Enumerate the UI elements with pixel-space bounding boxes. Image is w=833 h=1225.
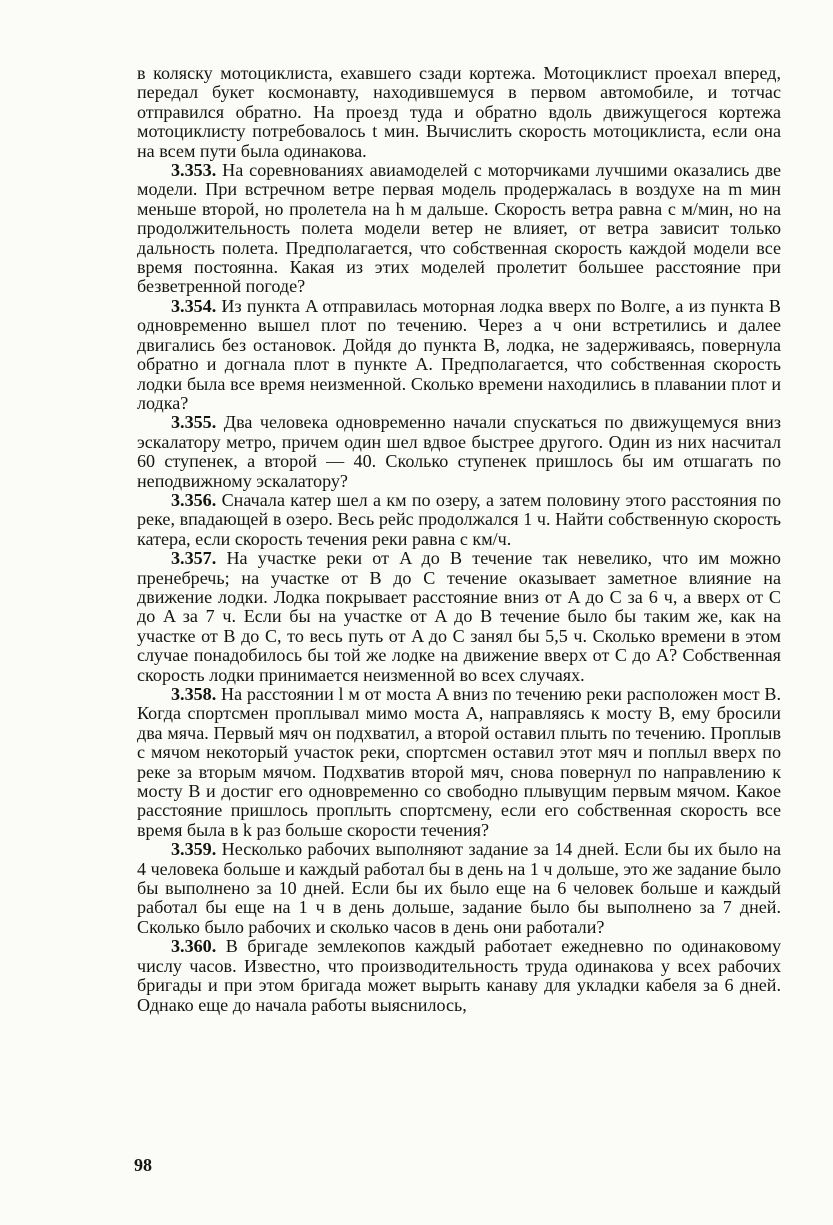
page-text <box>137 64 781 1015</box>
problem-3-353 <box>137 161 781 297</box>
problem-number: 3.356. <box>171 489 217 510</box>
problem-3-359 <box>137 840 781 937</box>
problem-text: Несколько рабочих выполняют задание за 14 дней. Если бы их было на 4 человека больше и каждый работал бы в день на 1 ч дольше, это же задание было бы выполнено за 10 дней. Если бы их было еще на 6 человек больше и каждый работал бы еще на 1 ч в день дольше, задание было бы выполнено за 7 дней. Сколько было рабочих и сколько часов в день они работали? <box>137 839 781 937</box>
problem-number: 3.359. <box>171 839 217 860</box>
continuation-paragraph: в коляску мотоциклиста, ехавшего сзади кортежа. Мотоциклист проехал вперед, передал букет космонавту, находившемуся в первом автомобиле, и тотчас отправился обратно. На проезд туда и обратно вдоль движущегося кортежа мотоциклисту потребовалось t мин. Вычислить скорость мотоциклиста, если она на всем пути была одинакова. <box>137 63 781 161</box>
problem-text: На соревнованиях авиамоделей с моторчиками лучшими оказались две модели. При встречном ветре первая модель продержалась в воздухе на m мин меньше второй, но пролетела на h м дальше. Скорость ветра равна c м/мин, но на продолжительность полета модели ветер не влияет, от ветра зависит только дальность полета. Предполагается, что собственная скорость каждой модели все время постоянна. Какая из этих моделей пролетит большее расстояние при безветренной погоде? <box>137 160 781 297</box>
problem-number: 3.355. <box>171 412 217 433</box>
problem-3-358 <box>137 685 781 840</box>
problem-text: Сначала катер шел a км по озеру, а затем половину этого расстояния по реке, впадающей в озеро. Весь рейс продолжался 1 ч. Найти собственную скорость катера, если скорость течения реки равна c км/ч. <box>137 489 781 549</box>
problem-3-360 <box>137 937 781 1015</box>
problem-3-354 <box>137 297 781 413</box>
problem-text: Два человека одновременно начали спускаться по движущемуся вниз эскалатору метро, причем один шел вдвое быстрее другого. Один из них насчитал 60 ступенек, а второй — 40. Сколько ступенек пришлось бы им отшагать по неподвижному эскалатору? <box>137 412 781 491</box>
problem-number: 3.360. <box>171 936 217 957</box>
problem-3-356 <box>137 491 781 549</box>
problem-number: 3.353. <box>171 160 217 181</box>
problem-3-355 <box>137 413 781 491</box>
problem-text: На расстоянии l м от моста A вниз по течению реки расположен мост B. Когда спортсмен проплывал мимо моста A, направляясь к мосту B, ему бросили два мяча. Первый мяч он подхватил, а второй оставил плыть по течению. Проплыв с мячом некоторый участок реки, спортсмен оставил этот мяч и поплыл вверх по реке за вторым мячом. Подхватив второй мяч, снова повернул по направлению к мосту B и достиг его одновременно со свободно плывущим первым мячом. Какое расстояние пришлось проплыть спортсмену, если его собственная скорость все время была в k раз больше скорости течения? <box>137 684 781 840</box>
problem-text: На участке реки от A до B течение так невелико, что им можно пренебречь; на участке от B до C течение оказывает заметное влияние на движение лодки. Лодка покрывает расстояние вниз от A до C за 6 ч, а вверх от C до A за 7 ч. Если бы на участке от A до B течение было бы таким же, как на участке от B до C, то весь путь от A до C занял бы 5,5 ч. Сколько времени в этом случае понадобилось бы той же лодке на движение вверх от C до A? Собственная скорость лодки принимается неизменной во всех случаях. <box>137 548 781 685</box>
problem-3-357 <box>137 549 781 685</box>
problem-number: 3.357. <box>171 548 217 569</box>
page-number: 98 <box>134 1155 152 1175</box>
problem-text: Из пункта A отправилась моторная лодка вверх по Волге, а из пункта B одновременно вышел плот по течению. Через a ч они встретились и далее двигались без остановок. Дойдя до пункта B, лодка, не задерживаясь, повернула обратно и догнала плот в пункте A. Предполагается, что собственная скорость лодки была все время неизменной. Сколько времени находились в плавании плот и лодка? <box>137 295 781 413</box>
problem-number: 3.354. <box>171 295 217 316</box>
problem-number: 3.358. <box>171 684 217 704</box>
problem-text: В бригаде землекопов каждый работает ежедневно по одинаковому числу часов. Известно, что производительность труда одинакова у всех рабочих бригады и при этом бригада может вырыть канаву для укладки кабеля за 6 дней. Однако еще до начала работы выяснилось, <box>137 936 781 1015</box>
